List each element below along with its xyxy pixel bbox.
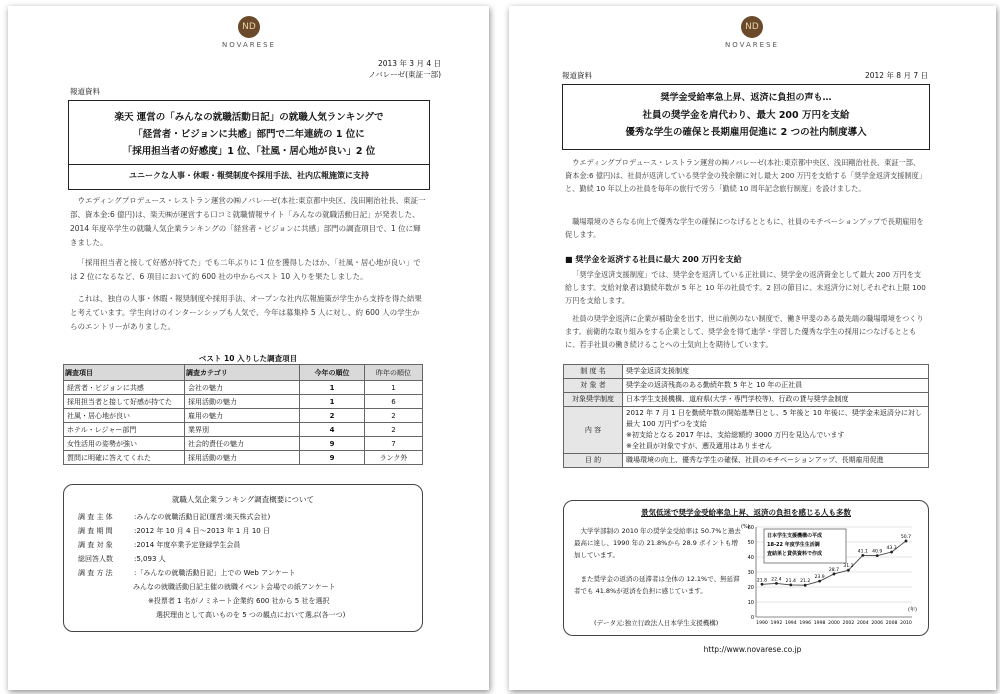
y-tick-label: 50	[747, 539, 754, 546]
x-tick-label: 2002	[842, 621, 855, 626]
x-tick-label: 1990	[756, 621, 768, 626]
y-tick-label: 30	[747, 569, 754, 576]
paragraph-2: 「採用担当者と接して好感が持てた」でも二年ぶりに 1 位を獲得したほか、「社風・居心地が良い」では 2 位になるなど、6 項目において約 600 社の中からベスト 10 入りを果たしました。	[70, 258, 421, 281]
x-tick-label: 1996	[799, 621, 812, 626]
cell-last-year: 2	[365, 423, 423, 437]
x-axis-unit: (年)	[908, 607, 917, 613]
cell-this-year: 4	[300, 423, 365, 437]
x-tick-label: 2010	[900, 621, 912, 626]
policy-value: 職場環境の向上、優秀な学生の確保、社員のモチベーションアップ、長期雇用促進	[623, 454, 929, 468]
scholarship-line-chart	[740, 521, 924, 633]
cell-item: 経営者・ビジョンに共感	[64, 381, 185, 395]
policy-table	[563, 364, 929, 468]
policy-label: 制 度 名	[564, 365, 623, 379]
col-header-last-year: 昨年の順位	[365, 365, 423, 381]
data-point	[789, 584, 792, 587]
data-label: 31.2	[843, 564, 854, 570]
x-tick-label: 1998	[813, 621, 826, 626]
table-row	[64, 451, 423, 465]
overview-value: :2012 年 10 月 4 日～2013 年 1 月 10 日	[134, 527, 270, 535]
release-date: 2012 年 8 月 7 日	[864, 71, 928, 80]
chart-text-2: また奨学金の返済の延滞者は全体の 12.1%で、無延滞者でも 41.8%が返済を負担に感じています。	[574, 575, 740, 595]
y-axis-unit: (%)	[741, 524, 750, 530]
col-header-item: 調査項目	[64, 365, 185, 381]
release-category: 報道資料	[562, 71, 592, 80]
data-point	[847, 569, 850, 572]
cell-last-year: 2	[365, 409, 423, 423]
cell-last-year: 1	[365, 381, 423, 395]
policy-label: 目 的	[564, 454, 623, 468]
overview-key: 調 査 主 体	[78, 513, 113, 521]
table-row	[64, 437, 423, 451]
footer-url[interactable]: http://www.novarese.co.jp	[703, 645, 802, 654]
release-category: 報道資料	[70, 87, 100, 96]
overview-row	[78, 510, 422, 524]
data-point	[861, 554, 864, 557]
overview-row	[78, 566, 422, 580]
x-tick-label: 2000	[828, 621, 840, 626]
cell-category: 採用活動の魅力	[185, 451, 300, 465]
data-label: 21.8	[756, 578, 768, 584]
cell-this-year: 9	[300, 451, 365, 465]
policy-label: 内 容	[564, 407, 623, 454]
paragraph-2: 職場環境のさらなる向上で優秀な学生の確保につなげるとともに、社員のモチベーションアップで長期雇用を促します。	[565, 217, 924, 239]
headline-line-1: 奨学金受給率急上昇、返済に負担の声も…	[660, 93, 832, 103]
headline-line-1: 楽天 運営の「みんなの就職活動日記」の就職人気ランキングで	[114, 112, 384, 123]
headline-line-3: 「採用担当者の好感度」1 位、「社風・居心地が良い」2 位	[122, 146, 376, 157]
section-title: ■ 奨学金を返済する社員に最大 200 万円を支給	[565, 255, 742, 264]
legend-line-3: 査結果と貸供資料で作成	[767, 551, 823, 557]
policy-row	[564, 407, 929, 454]
policy-row	[564, 365, 929, 379]
overview-note: みんなの就職活動日記主催の就職イベント会場での紙アンケート	[133, 583, 336, 591]
overview-title: 就職人気企業ランキング調査概要について	[171, 495, 315, 504]
paragraph-3: これは、独自の人事・休暇・報奨制度や採用手法、オープンな社内広報施策が学生から支持を得た結果と考えています。学生向けのインターンシップも人気で、今年は募集枠 5 人に対し、約 600 人の学生からのエントリーがありました。	[70, 294, 422, 331]
data-point	[905, 540, 908, 543]
legend-line-2: 18-22 年度学生生活調	[767, 542, 820, 548]
chart-source: (データ元:独立行政法人日本学生支援機構)	[594, 619, 719, 627]
legend-line-1: 日本学生支援機構の平成	[767, 533, 823, 539]
table-row	[64, 409, 423, 423]
overview-note: ※投票者 1 名がノミネート企業約 600 社から 5 社を選択	[148, 597, 330, 605]
data-point	[775, 582, 778, 585]
cell-category: 社会的責任の魅力	[185, 437, 300, 451]
policy-label: 対 象 者	[564, 379, 623, 393]
policy-value: 日本学生支援機構、道府県(大学・専門学校等)、行政の貸与奨学金制度	[623, 393, 929, 407]
section-paragraph-1: 「奨学金返済支援制度」では、奨学金を返済している正社員に、奨学金の返済資金として最大 200 万円を支給します。支給対象者は勤続年数が 5 年と 10 年の社員です。2 回の節目に、未返済分に対しそれぞれ上限 100 万円を支給します。	[565, 270, 926, 305]
cell-last-year: 7	[365, 437, 423, 451]
headline-box	[562, 84, 930, 150]
x-tick-label: 2006	[871, 621, 884, 626]
paragraph-1: ウエディングプロデュース・レストラン運営の㈱ノバレーゼ(本社:東京都中央区、浅田剛治社長、東証一部、資本金:6 億円)は、楽天㈱が運営する口コミ就職情報サイト「みんなの就職活動日記」が発表した、2014 年度卒学生の就職人気企業ランキングの「経営者・ビジョンに共感」部門の調査項目で、1 位に輝きました。	[70, 196, 426, 247]
data-point	[876, 554, 879, 557]
x-tick-label: 2004	[856, 621, 869, 626]
policy-value-line: 2012 年 7 月 1 日を勤続年数の開始基準日とし、5 年後と 10 年後に、奨学金未返済分に対し最大 100 万円ずつを支給	[626, 409, 922, 428]
cell-item: 社風・居心地が良い	[64, 409, 185, 423]
headline-line-3: 優秀な学生の確保と長期雇用促進に 2 つの社内制度導入	[625, 127, 867, 138]
cell-this-year: 2	[300, 409, 365, 423]
overview-key: 調 査 期 間	[78, 527, 113, 535]
policy-row	[564, 379, 929, 393]
data-point	[833, 573, 836, 576]
cell-item: 女性活用の姿勢が強い	[64, 437, 185, 451]
ranking-table	[63, 364, 423, 465]
x-tick-label: 2008	[885, 621, 898, 626]
table-header-row	[64, 365, 423, 381]
chart-box-title: 景気低迷で奨学金受給率急上昇、返済の負担を感じる人も多数	[641, 508, 851, 517]
policy-value-line: ※全社員が対象ですが、遡及適用はありません	[626, 442, 772, 450]
release-date: 2013 年 3 月 4 日	[377, 59, 441, 68]
col-header-this-year: 今年の順位	[300, 365, 365, 381]
cell-item: 採用担当者と接して好感が持てた	[64, 395, 185, 409]
cell-item: ホテル・レジャー部門	[64, 423, 185, 437]
cell-category: 雇用の魅力	[185, 409, 300, 423]
headline-box	[68, 100, 430, 190]
overview-key: 調 査 方 法	[78, 569, 113, 577]
cell-category: 会社の魅力	[185, 381, 300, 395]
cell-category: 採用活動の魅力	[185, 395, 300, 409]
y-tick-label: 20	[747, 584, 754, 591]
company-name: ノバレーゼ(東証一部)	[368, 70, 441, 79]
overview-note: 選択理由として高いものを 5 つの観点において選ぶ(各一つ)	[156, 611, 346, 619]
table-row	[64, 381, 423, 395]
cell-this-year: 1	[300, 381, 365, 395]
table-row	[64, 395, 423, 409]
data-label: 23.9	[814, 575, 825, 581]
data-label: 21.2	[800, 579, 811, 585]
cell-last-year: ランク外	[365, 451, 423, 465]
y-tick-label: 10	[747, 599, 754, 606]
data-point	[761, 583, 764, 586]
policy-value	[623, 407, 929, 454]
brand-name: NOVARESE	[725, 41, 779, 49]
policy-label: 対象奨学制度	[564, 393, 623, 407]
policy-row	[564, 454, 929, 468]
x-tick-label: 1994	[784, 621, 797, 626]
data-label: 43.3	[886, 546, 897, 552]
novarese-logo-icon: ND	[741, 16, 763, 38]
data-label: 21.4	[785, 578, 796, 584]
overview-key: 調 査 対 象	[78, 541, 113, 549]
data-label: 40.9	[872, 549, 883, 555]
overview-row	[78, 538, 422, 552]
overview-row	[78, 524, 422, 538]
overview-value: :2014 年度卒業予定登録学生会員	[134, 541, 241, 549]
data-point	[890, 551, 893, 554]
overview-value: :「みんなの就職活動日記」上での Web アンケート	[134, 569, 296, 577]
data-point	[818, 580, 821, 583]
overview-value: :5,093 人	[134, 555, 166, 563]
subheadline: ユニークな人事・休暇・報奨制度や採用手法、社内広報施策に支持	[129, 171, 369, 180]
cell-this-year: 1	[300, 395, 365, 409]
data-label: 28.7	[828, 567, 840, 573]
y-tick-label: 60	[747, 524, 754, 531]
cell-last-year: 6	[365, 395, 423, 409]
data-point	[804, 584, 807, 587]
data-label: 41.1	[857, 549, 868, 555]
policy-value: 奨学金の返済残高のある勤続年数 5 年と 10 年の正社員	[623, 379, 929, 393]
cell-this-year: 9	[300, 437, 365, 451]
policy-value-line: ※初支給となる 2017 年は、支給総額約 3000 万円を見込んでいます	[626, 431, 845, 439]
press-release-page-1	[8, 6, 489, 690]
press-release-page-2	[509, 6, 996, 690]
cell-item: 質問に明確に答えてくれた	[64, 451, 185, 465]
col-header-category: 調査カテゴリ	[185, 365, 300, 381]
x-tick-label: 1992	[770, 621, 783, 626]
table-title: ベスト 10 入りした調査項目	[198, 354, 298, 363]
y-tick-label: 40	[747, 554, 754, 561]
brand-name: NOVARESE	[222, 41, 276, 49]
overview-row	[78, 552, 422, 566]
paragraph-1: ウエディングプロデュース・レストラン運営の㈱ノバレーゼ(本社:東京都中央区、浅田剛治社長、東証一部、資本金:6 億円)は、社員が返済している奨学金の残余額に対し最大 200 万円を支給する「奨学金返済支援制度」と、勤続 10 年以上の社員を毎年の旅行で労う「勤続 10 周年記念旅行制度」を設けました。	[565, 158, 927, 193]
policy-value: 奨学金返済支援制度	[623, 365, 929, 379]
cell-category: 業界別	[185, 423, 300, 437]
section-paragraph-2: 社員の奨学金返済に企業が補助金を出す、世に前例のない制度で、働き甲斐のある最先端の職場環境をつくります。前衛的な取り組みをする企業として、奨学金を得て進学・学習した優秀な学生の採用につなげるとともに、若手社員の働き続けることへの士気向上を期待しています。	[565, 314, 924, 349]
headline-line-2: 社員の奨学金を肩代わり、最大 200 万円を支給	[642, 110, 850, 121]
chart-box	[563, 500, 929, 636]
table-row	[64, 423, 423, 437]
policy-row	[564, 393, 929, 407]
headline-line-2: 「経営者・ビジョンに共感」部門で二年連続の 1 位に	[133, 129, 365, 140]
data-label: 22.4	[771, 577, 782, 583]
data-label: 50.7	[900, 534, 912, 540]
overview-value: :みんなの就職活動日記(運営:楽天株式会社)	[134, 513, 271, 521]
y-tick-label: 0	[750, 614, 754, 621]
survey-overview-box	[63, 484, 423, 632]
overview-key: 総回答人数	[78, 555, 113, 563]
novarese-logo-icon: ND	[238, 16, 260, 38]
chart-text-1: 大学学部制の 2010 年の奨学金受給率は 50.7%と過去最高に達し、1990 年の 21.8%から 28.9 ポイントも増加しています。	[574, 527, 741, 559]
